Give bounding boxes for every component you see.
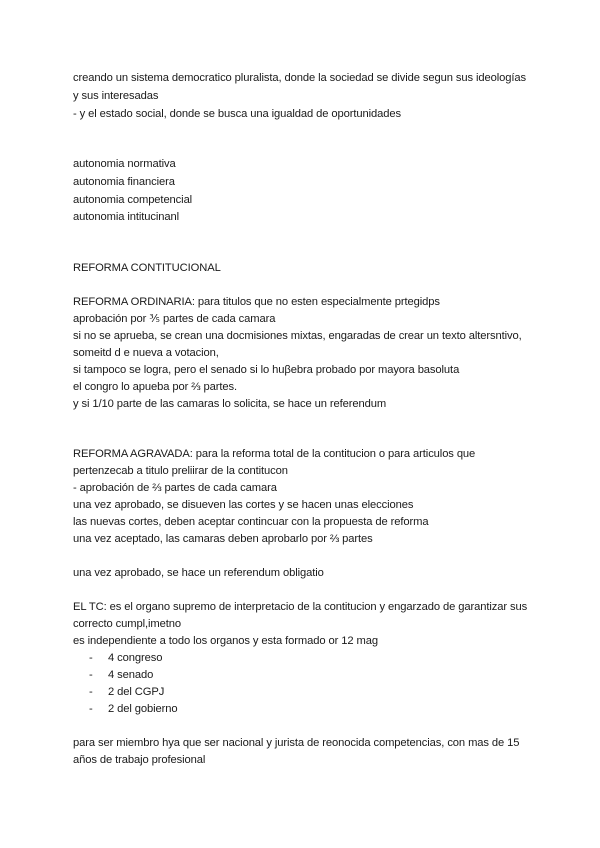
- list-item-text: 4 senado: [108, 669, 154, 681]
- ordinaria-line: REFORMA ORDINARIA: para titulos que no esten especialmente prtegidps: [73, 296, 440, 308]
- final-line: para ser miembro hya que ser nacional y jurista de reonocida competencias, con mas de 15: [73, 737, 520, 749]
- ordinaria-line: someitd d e nueva a votacion,: [73, 347, 219, 359]
- autonomia-item: autonomia normativa: [73, 158, 176, 170]
- agravada-line: las nuevas cortes, deben aceptar contincuar con la propuesta de reforma: [73, 516, 429, 528]
- autonomia-item: autonomia competencial: [73, 194, 193, 206]
- tc-line: correcto cumpl,imetno: [73, 618, 181, 630]
- ordinaria-line: y si 1/10 parte de las camaras lo solicita, se hace un referendum: [73, 398, 387, 410]
- list-dash: -: [89, 686, 93, 698]
- agravada-line: una vez aprobado, se disueven las cortes y se hacen unas elecciones: [73, 499, 414, 511]
- list-dash: -: [89, 652, 93, 664]
- list-item: [89, 667, 153, 684]
- ordinaria-line: aprobación por ⅗ partes de cada camara: [73, 313, 276, 325]
- intro-line-2: y sus interesadas: [73, 90, 159, 102]
- agravada-line: una vez aceptado, las camaras deben aprobarlo por ⅔ partes: [73, 533, 373, 545]
- list-item-text: 2 del CGPJ: [108, 686, 165, 698]
- ordinaria-line: si no se aprueba, se crean una docmisiones mixtas, engaradas de crear un texto altersntivo,: [73, 330, 522, 342]
- list-item-text: 2 del gobierno: [108, 703, 178, 715]
- ordinaria-line: si tampoco se logra, pero el senado si lo huβebra probado por mayora basoluta: [73, 364, 460, 376]
- list-item: [89, 650, 162, 667]
- list-dash: -: [89, 669, 93, 681]
- autonomia-item: autonomia financiera: [73, 176, 175, 188]
- agravada-line: REFORMA AGRAVADA: para la reforma total de la contitucion o para articulos que: [73, 448, 476, 460]
- agravada-line: pertenzecab a titulo preliirar de la contitucon: [73, 465, 288, 477]
- intro-line-3: - y el estado social, donde se busca una igualdad de oportunidades: [73, 108, 402, 120]
- section-title: REFORMA CONTITUCIONAL: [73, 262, 221, 274]
- tc-line: es independiente a todo los organos y esta formado or 12 mag: [73, 635, 378, 647]
- list-item: [89, 684, 164, 701]
- intro-line-1: creando un sistema democratico pluralista, donde la sociedad se divide segun sus ideologías: [73, 72, 526, 84]
- autonomia-item: autonomia intitucinanl: [73, 211, 180, 223]
- list-dash: -: [89, 703, 93, 715]
- final-line: años de trabajo profesional: [73, 754, 206, 766]
- ordinaria-line: el congro lo apueba por ⅔ partes.: [73, 381, 238, 393]
- agravada-line: - aprobación de ⅔ partes de cada camara: [73, 482, 277, 494]
- list-item: [89, 701, 178, 718]
- tc-line: EL TC: es el organo supremo de interpretacio de la contitucion y engarzado de garantizar sus: [73, 601, 528, 613]
- referendum-line: una vez aprobado, se hace un referendum obligatio: [73, 567, 324, 579]
- list-item-text: 4 congreso: [108, 652, 163, 664]
